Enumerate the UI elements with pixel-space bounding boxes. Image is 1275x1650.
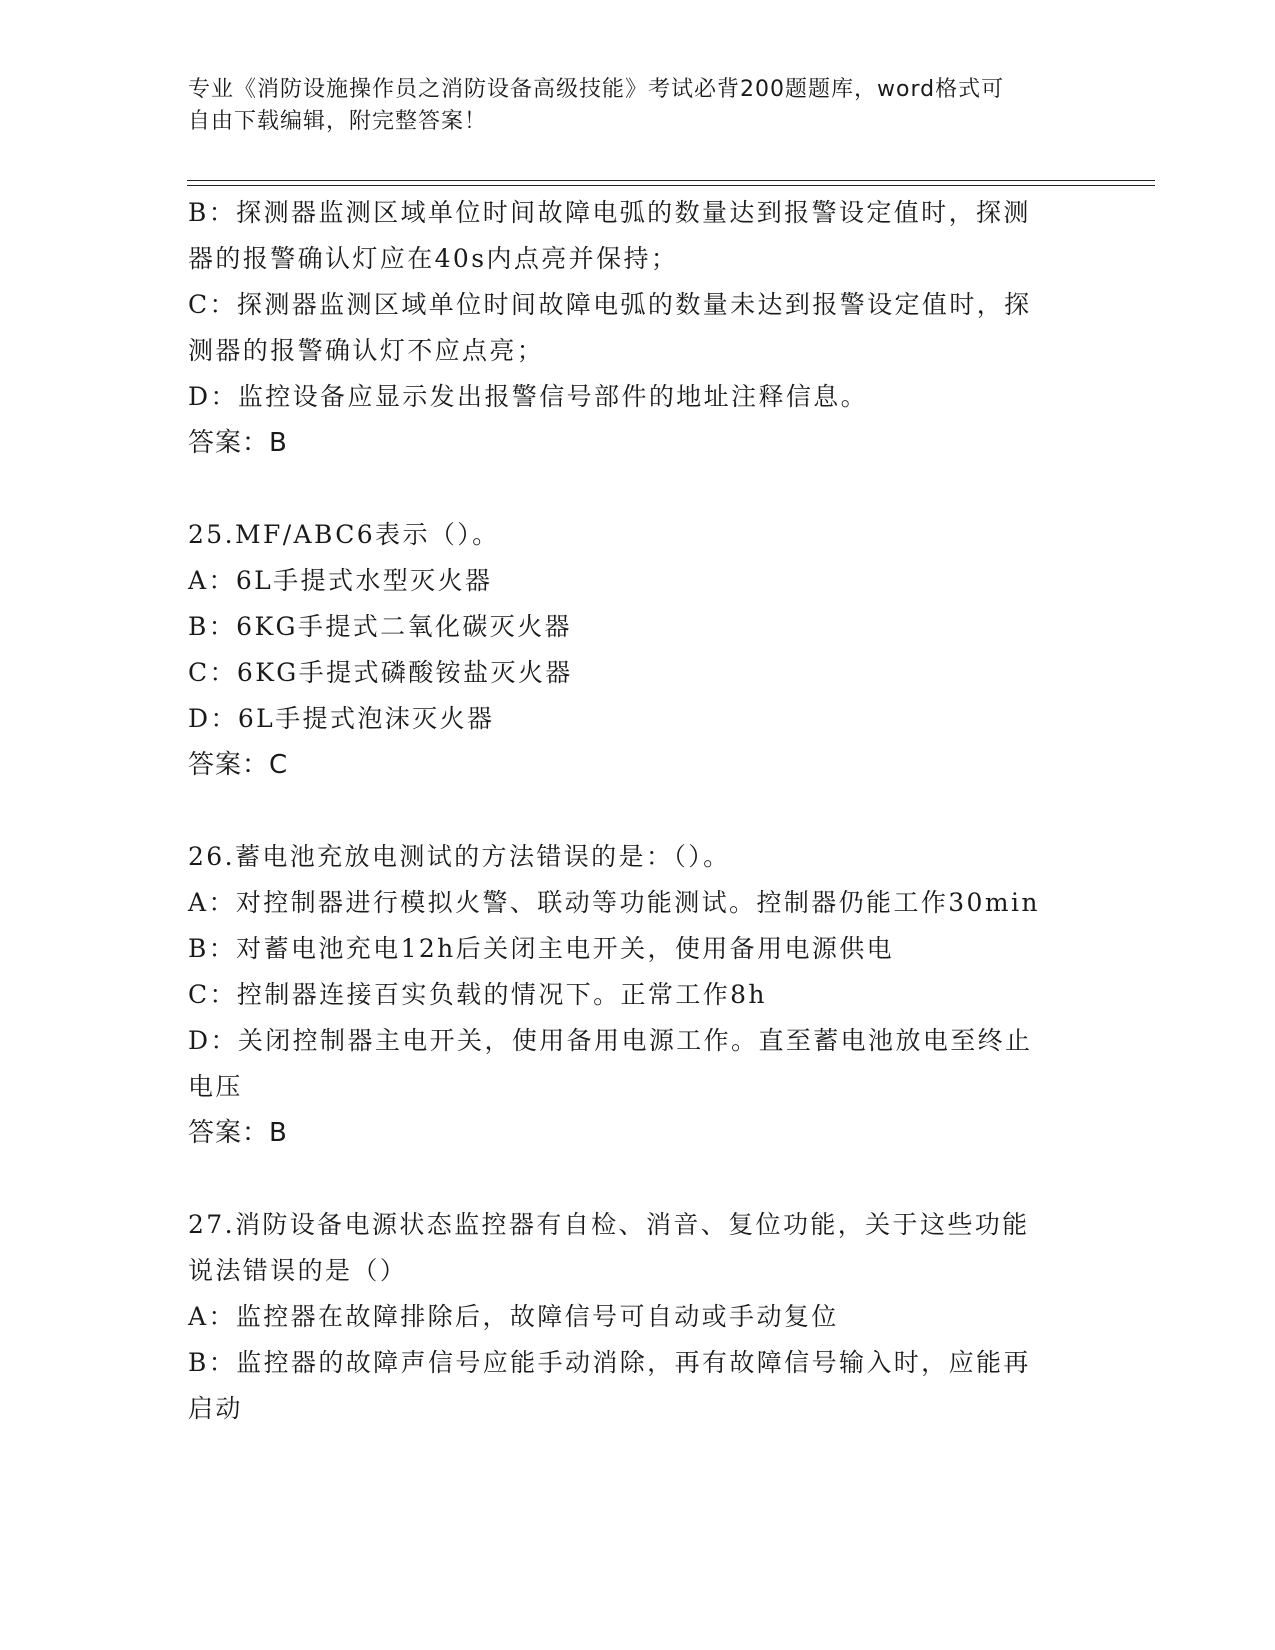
- option-line: D：监控设备应显示发出报警信号部件的地址注释信息。: [188, 382, 869, 411]
- option-line: C：控制器连接百实负载的情况下。正常工作8h: [188, 980, 767, 1009]
- question-stem: 26.蓄电池充放电测试的方法错误的是：（）。: [188, 842, 731, 871]
- answer-line: 答案：C: [188, 750, 289, 780]
- question-block-25: [188, 512, 1088, 788]
- answer-line: 答案：B: [188, 428, 288, 458]
- header-divider-bottom: [187, 185, 1155, 186]
- option-line: C：探测器监测区域单位时间故障电弧的数量未达到报警设定值时，探: [188, 290, 1032, 319]
- header-line-1: 专业《消防设施操作员之消防设备高级技能》考试必背200题题库，word格式可: [188, 77, 1005, 102]
- question-stem: 说法错误的是（）: [188, 1256, 408, 1285]
- option-line: B：对蓄电池充电12h后关闭主电开关，使用备用电源供电: [188, 934, 895, 963]
- option-line: B：6KG手提式二氧化碳灭火器: [188, 612, 572, 641]
- option-line: A：监控器在故障排除后，故障信号可自动或手动复位: [188, 1302, 839, 1331]
- option-line: 电压: [188, 1072, 243, 1101]
- question-block-26: [188, 834, 1088, 1156]
- question-stem: 25.MF/ABC6表示（）。: [188, 520, 500, 549]
- document-body: [188, 190, 1088, 1432]
- option-line: 测器的报警确认灯不应点亮；: [188, 336, 545, 365]
- option-line: B：探测器监测区域单位时间故障电弧的数量达到报警设定值时，探测: [188, 198, 1031, 227]
- answer-line: 答案：B: [188, 1118, 288, 1148]
- option-line: B：监控器的故障声信号应能手动消除，再有故障信号输入时，应能再: [188, 1348, 1031, 1377]
- option-line: A：6L手提式水型灭火器: [188, 566, 493, 595]
- question-block-27: [188, 1202, 1088, 1432]
- option-line: D：关闭控制器主电开关，使用备用电源工作。直至蓄电池放电至终止: [188, 1026, 1033, 1055]
- option-line: 器的报警确认灯应在40s内点亮并保持；: [188, 244, 679, 273]
- header-line-2: 自由下载编辑，附完整答案！: [188, 109, 488, 134]
- option-line: D：6L手提式泡沫灭火器: [188, 704, 495, 733]
- option-line: C：6KG手提式磷酸铵盐灭火器: [188, 658, 573, 687]
- option-line: 启动: [188, 1394, 243, 1423]
- option-line: A：对控制器进行模拟火警、联动等功能测试。控制器仍能工作30min: [188, 888, 1040, 917]
- question-block-24: [188, 190, 1088, 466]
- question-stem: 27.消防设备电源状态监控器有自检、消音、复位功能，关于这些功能: [188, 1210, 1030, 1239]
- document-header: [188, 74, 1088, 138]
- header-divider-top: [187, 180, 1155, 181]
